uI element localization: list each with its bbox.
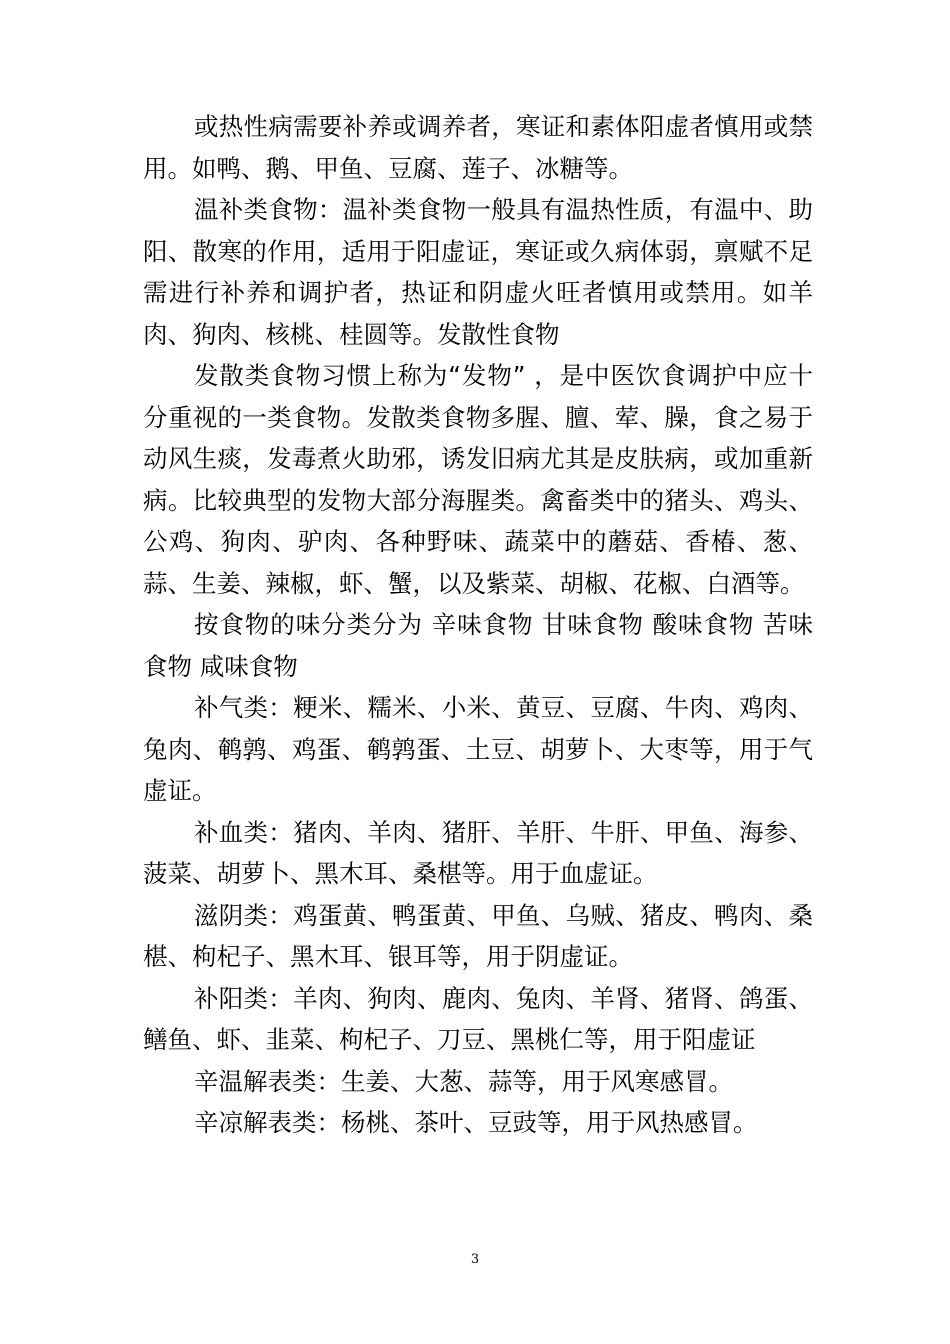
paragraph-heat-disease-foods: 或热性病需要补养或调养者，寒证和素体阳虚者慎用或禁用。如鸭、鹅、甲鱼、豆腐、莲子、冰糖等。 xyxy=(143,112,813,183)
paragraph-qi-tonic: 补气类：粳米、糯米、小米、黄豆、豆腐、牛肉、鸡肉、兔肉、鹌鹑、鸡蛋、鹌鹑蛋、土豆、胡萝卜、大枣等，用于气虚证。 xyxy=(143,693,813,805)
page-number: 3 xyxy=(470,1252,480,1267)
paragraph-flavor-classification: 按食物的味分类分为 辛味食物 甘味食物 酸味食物 苦味食物 咸味食物 xyxy=(143,610,813,681)
paragraph-pungent-warm: 辛温解表类：生姜、大葱、蒜等，用于风寒感冒。 xyxy=(194,1066,733,1096)
paragraph-warm-tonic-foods: 温补类食物：温补类食物一般具有温热性质，有温中、助阳、散寒的作用，适用于阳虚证，寒证或久病体弱，禀赋不足需进行补养和调护者，热证和阴虚火旺者慎用或禁用。如羊肉、狗肉、核桃、桂圆等。发散性食物 xyxy=(143,195,813,349)
paragraph-dispersing-foods: 发散类食物习惯上称为“发物” ，是中医饮食调护中应十分重视的一类食物。发散类食物多腥、膻、荤、臊，食之易于动风生痰，发毒煮火助邪，诱发旧病尤其是皮肤病，或加重新病。比较典型的发物大部分海腥类。禽畜类中的猪头、鸡头、公鸡、狗肉、驴肉、各种野味、蔬菜中的蘑菇、香椿、葱、蒜、生姜、辣椒，虾、蟹，以及紫菜、胡椒、花椒、白酒等。 xyxy=(143,361,813,598)
paragraph-yang-tonic: 补阳类：羊肉、狗肉、鹿肉、兔肉、羊肾、猪肾、鸽蛋、鳝鱼、虾、韭菜、枸杞子、刀豆、黑桃仁等，用于阳虚证 xyxy=(143,983,813,1054)
document-body xyxy=(143,106,813,1144)
paragraph-yin-nourishing: 滋阴类：鸡蛋黄、鸭蛋黄、甲鱼、乌贼、猪皮、鸭肉、桑椹、枸杞子、黑木耳、银耳等，用于阴虚证。 xyxy=(143,900,813,971)
paragraph-pungent-cool: 辛凉解表类：杨桃、茶叶、豆豉等，用于风热感冒。 xyxy=(194,1108,758,1137)
paragraph-blood-tonic: 补血类：猪肉、羊肉、猪肝、羊肝、牛肝、甲鱼、海参、菠菜、胡萝卜、黑木耳、桑椹等。用于血虚证。 xyxy=(143,817,813,888)
